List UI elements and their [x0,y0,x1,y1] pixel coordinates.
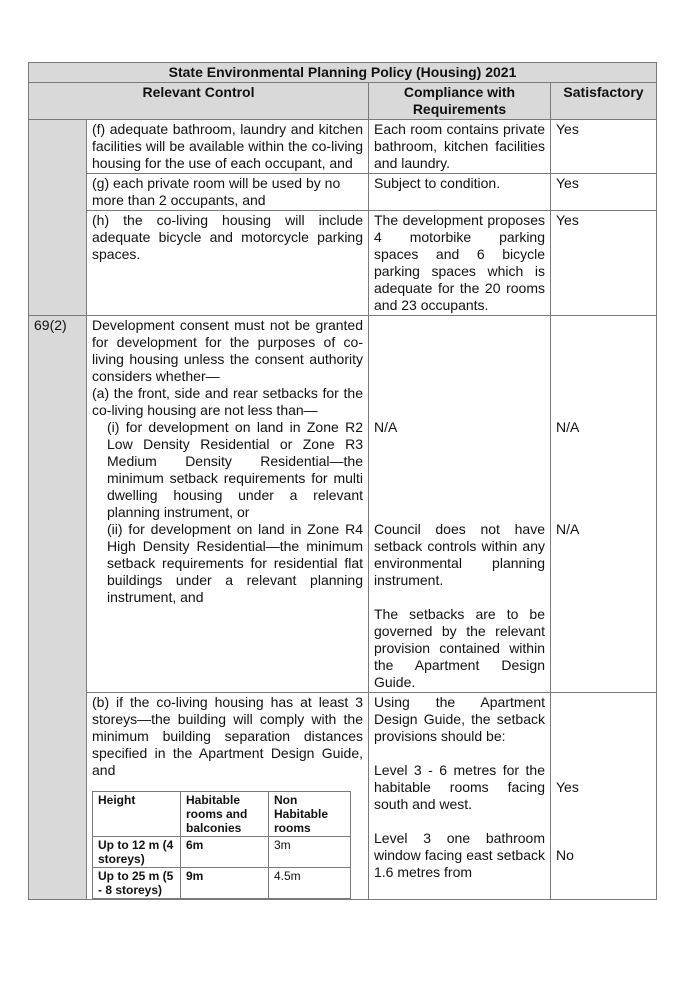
compliance-b-1: Using the Apartment Design Guide, the setback provisions should be: [374,694,545,744]
satisfactory-b-2: Yes [556,779,579,795]
compliance-b-2: Level 3 - 6 metres for the habitable rooms facing south and west. [374,762,545,812]
control-69-2-a [87,316,369,693]
table-row [29,316,657,693]
clause-intro: Development consent must not be granted for development for the purposes of co-living housing unless the consent authority considers whether— [92,317,363,384]
clause-number-blank [29,120,87,316]
separation-table [92,791,351,899]
control-f: (f) adequate bathroom, laundry and kitchen facilities will be available within the co-living housing for the use of each occupant, and [87,120,369,174]
table-row [29,211,657,316]
compliance-a-i: N/A [374,419,398,435]
sep-header-non-habitable: Non Habitable rooms [269,792,351,837]
compliance-g: Subject to condition. [369,174,551,211]
header-relevant-control: Relevant Control [29,83,369,120]
sep-header-habitable: Habitable rooms and balconies [181,792,269,837]
clause-b: (b) if the co-living housing has at least 3 storeys—the building will comply with the minimum building separation distances specified in the Apartment Design Guide, and [92,694,363,778]
compliance-b-3: Level 3 one bathroom window facing east setback 1.6 metres from [374,830,545,880]
clause-a-intro: (a) the front, side and rear setbacks for the co-living housing are not less than— [92,385,363,418]
satisfactory-f: Yes [551,120,657,174]
compliance-a-ii-2: The setbacks are to be governed by the relevant provision contained within the Apartment Design Guide. [374,606,545,690]
header-compliance: Compliance with Requirements [369,83,551,120]
compliance-69-2-b [369,693,551,900]
compliance-f: Each room contains private bathroom, kitchen facilities and laundry. [369,120,551,174]
sep-cell: 4.5m [269,868,351,899]
satisfactory-a-ii: N/A [556,521,580,537]
satisfactory-69-2-a [551,316,657,693]
table-title: State Environmental Planning Policy (Housing) 2021 [29,63,657,83]
sep-cell: 6m [181,837,269,868]
satisfactory-g: Yes [551,174,657,211]
control-69-2-b [87,693,369,900]
sepp-housing-table [28,62,657,900]
compliance-69-2-a [369,316,551,693]
control-h: (h) the co-living housing will include adequate bicycle and motorcycle parking spaces. [87,211,369,316]
control-g: (g) each private room will be used by no more than 2 occupants, and [87,174,369,211]
satisfactory-69-2-b [551,693,657,900]
table-row [29,693,657,900]
compliance-h: The development proposes 4 motorbike parking spaces and 6 bicycle parking spaces which is adequate for the 20 rooms and 23 occupants. [369,211,551,316]
sep-cell: Up to 25 m (5 - 8 storeys) [93,868,181,899]
satisfactory-b-3: No [556,847,574,863]
sep-cell: Up to 12 m (4 storeys) [93,837,181,868]
sep-header-height: Height [93,792,181,837]
clause-number: 69(2) [29,316,87,900]
separation-header-row [93,792,351,837]
compliance-a-ii-1: Council does not have setback controls within any environmental planning instrument. [374,521,545,588]
header-satisfactory: Satisfactory [551,83,657,120]
satisfactory-h: Yes [551,211,657,316]
table-row [29,120,657,174]
clause-a-i: (i) for development on land in Zone R2 Low Density Residential or Zone R3 Medium Density Residential—the minimum setback requirements for multi dwelling housing under a relevant planning instrument, or [107,419,363,520]
sep-cell: 9m [181,868,269,899]
clause-a-ii: (ii) for development on land in Zone R4 High Density Residential—the minimum setback requirements for residential flat buildings under a relevant planning instrument, and [107,521,363,605]
sep-cell: 3m [269,837,351,868]
satisfactory-a-i: N/A [556,419,580,435]
document-page [28,62,656,900]
table-row [29,174,657,211]
table-row [93,837,351,868]
table-row [93,868,351,899]
